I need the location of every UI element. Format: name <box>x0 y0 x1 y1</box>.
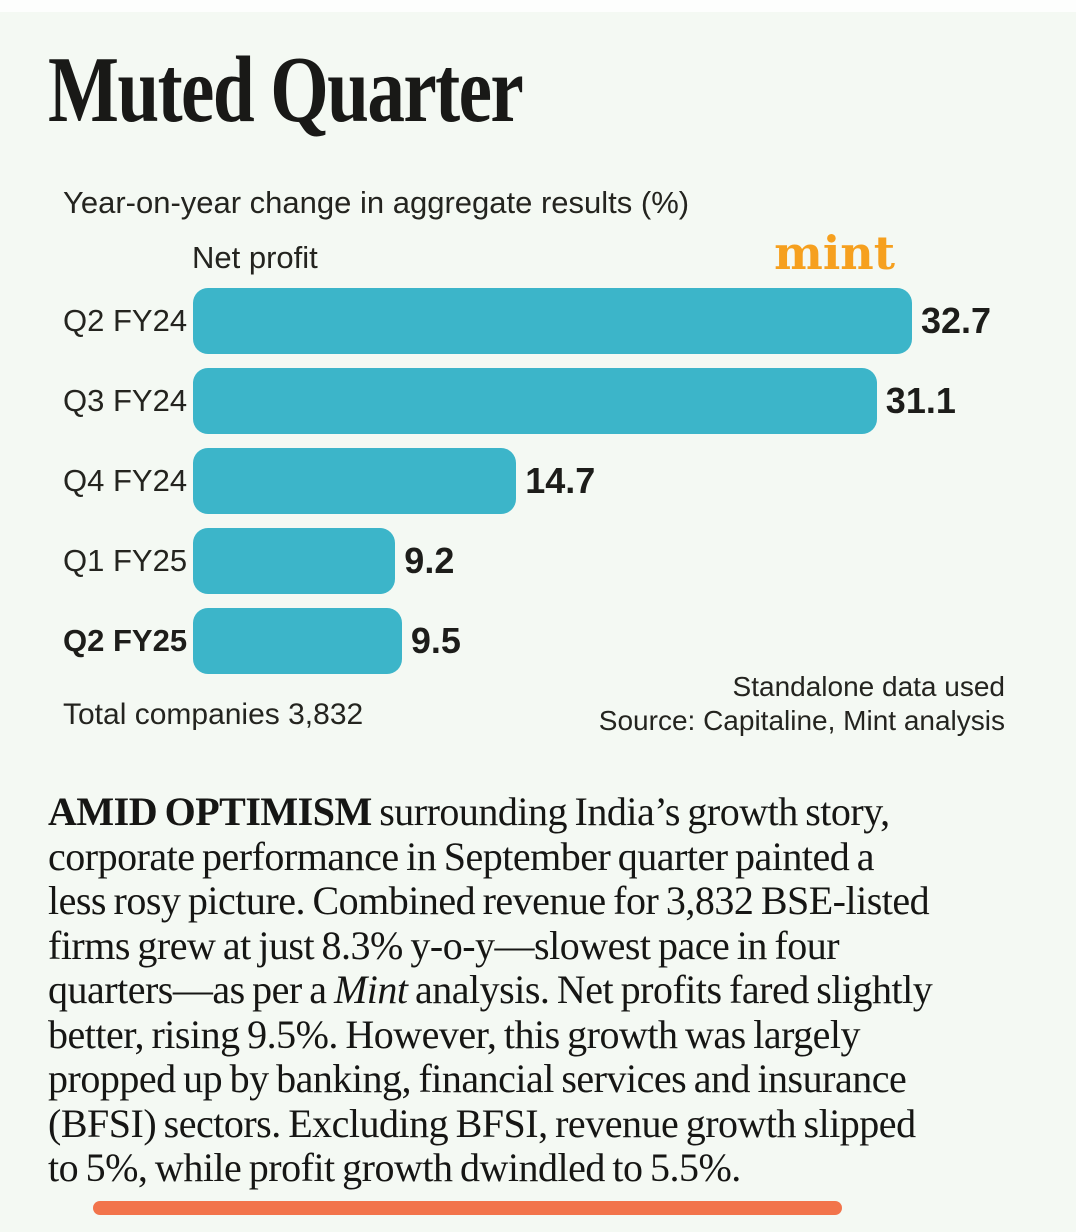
article-segment: propped up by banking, financial services and insurance <box>48 1056 907 1101</box>
bar-area <box>193 608 1005 674</box>
bar-value-label: 9.2 <box>404 540 455 581</box>
article-line <box>48 835 1005 880</box>
bar-category-label: Q4 FY24 <box>63 463 188 498</box>
article-line <box>48 968 1005 1013</box>
bar-area <box>193 448 1005 514</box>
article-segment: AMID OPTIMISM <box>48 789 372 834</box>
bar-row-q2-fy24 <box>63 288 1005 354</box>
article-segment: better, rising 9.5%. However, this growth was largely <box>48 1011 861 1057</box>
page-title <box>48 40 1005 140</box>
article-segment: Mint <box>333 967 408 1012</box>
highlight-underline <box>93 1201 842 1215</box>
source-note-line2: Source: Capitaline, Mint analysis <box>598 705 1005 736</box>
mint-logo: mint <box>774 226 895 280</box>
chart-footnotes <box>63 670 1005 738</box>
bar-area <box>193 288 1005 354</box>
bar-q3-fy24 <box>193 368 877 434</box>
bar-category-label: Q2 FY24 <box>63 303 188 338</box>
bar-chart <box>63 288 1005 674</box>
article-segment: (BFSI) sectors. Excluding BFSI, revenue growth slipped <box>48 1100 916 1146</box>
bar-value-label: 31.1 <box>885 380 956 421</box>
article-segment: to 5%, while profit growth dwindled to 5.5%. <box>48 1145 741 1190</box>
article-segment: less rosy picture. Combined revenue for 3,832 BSE-listed <box>48 878 930 923</box>
article-segment: quarters—as per a <box>48 967 334 1012</box>
bar-value-label: 14.7 <box>525 460 596 501</box>
bar-row-q4-fy24 <box>63 448 1005 514</box>
total-companies-note: Total companies 3,832 <box>63 698 364 731</box>
article-line <box>48 1146 1005 1191</box>
source-note <box>599 670 1005 738</box>
article-line <box>48 1057 1005 1102</box>
article-segment: firms grew at just 8.3% y-o-y—slowest pace in four <box>48 922 840 968</box>
article-line <box>48 924 1005 969</box>
bar-q1-fy25 <box>193 528 395 594</box>
article-line <box>48 1013 1005 1058</box>
top-strip <box>0 0 1076 12</box>
bar-row-q1-fy25 <box>63 528 1005 594</box>
bar-category-label: Q1 FY25 <box>63 543 188 578</box>
bar-value-label: 9.5 <box>410 620 461 661</box>
bar-category-label-highlight: Q2 FY25 <box>63 623 188 658</box>
bar-q4-fy24 <box>193 448 516 514</box>
article-line <box>48 790 1005 835</box>
page-title-text: Muted Quarter <box>48 38 523 142</box>
article-segment: corporate performance in September quarter painted a <box>48 833 875 879</box>
bar-row-q2-fy25 <box>63 608 1005 674</box>
bar-q2-fy24 <box>193 288 912 354</box>
series-label: Net profit <box>192 240 318 275</box>
source-note-line1: Standalone data used <box>732 671 1005 702</box>
article-segment: analysis. Net profits fared slightly <box>407 967 933 1012</box>
chart-header <box>63 226 1005 280</box>
bar-area <box>193 368 1005 434</box>
bar-area <box>193 528 1005 594</box>
bar-category-label: Q3 FY24 <box>63 383 188 418</box>
article-line <box>48 1102 1005 1147</box>
bar-value-label: 32.7 <box>921 300 992 341</box>
bar-q2-fy25 <box>193 608 402 674</box>
bar-row-q3-fy24 <box>63 368 1005 434</box>
article-text <box>48 790 1005 1191</box>
content <box>0 40 1076 1215</box>
article-segment: surrounding India’s growth story, <box>371 789 890 834</box>
article-line <box>48 879 1005 924</box>
chart-subtitle: Year-on-year change in aggregate results (%) <box>63 185 690 220</box>
